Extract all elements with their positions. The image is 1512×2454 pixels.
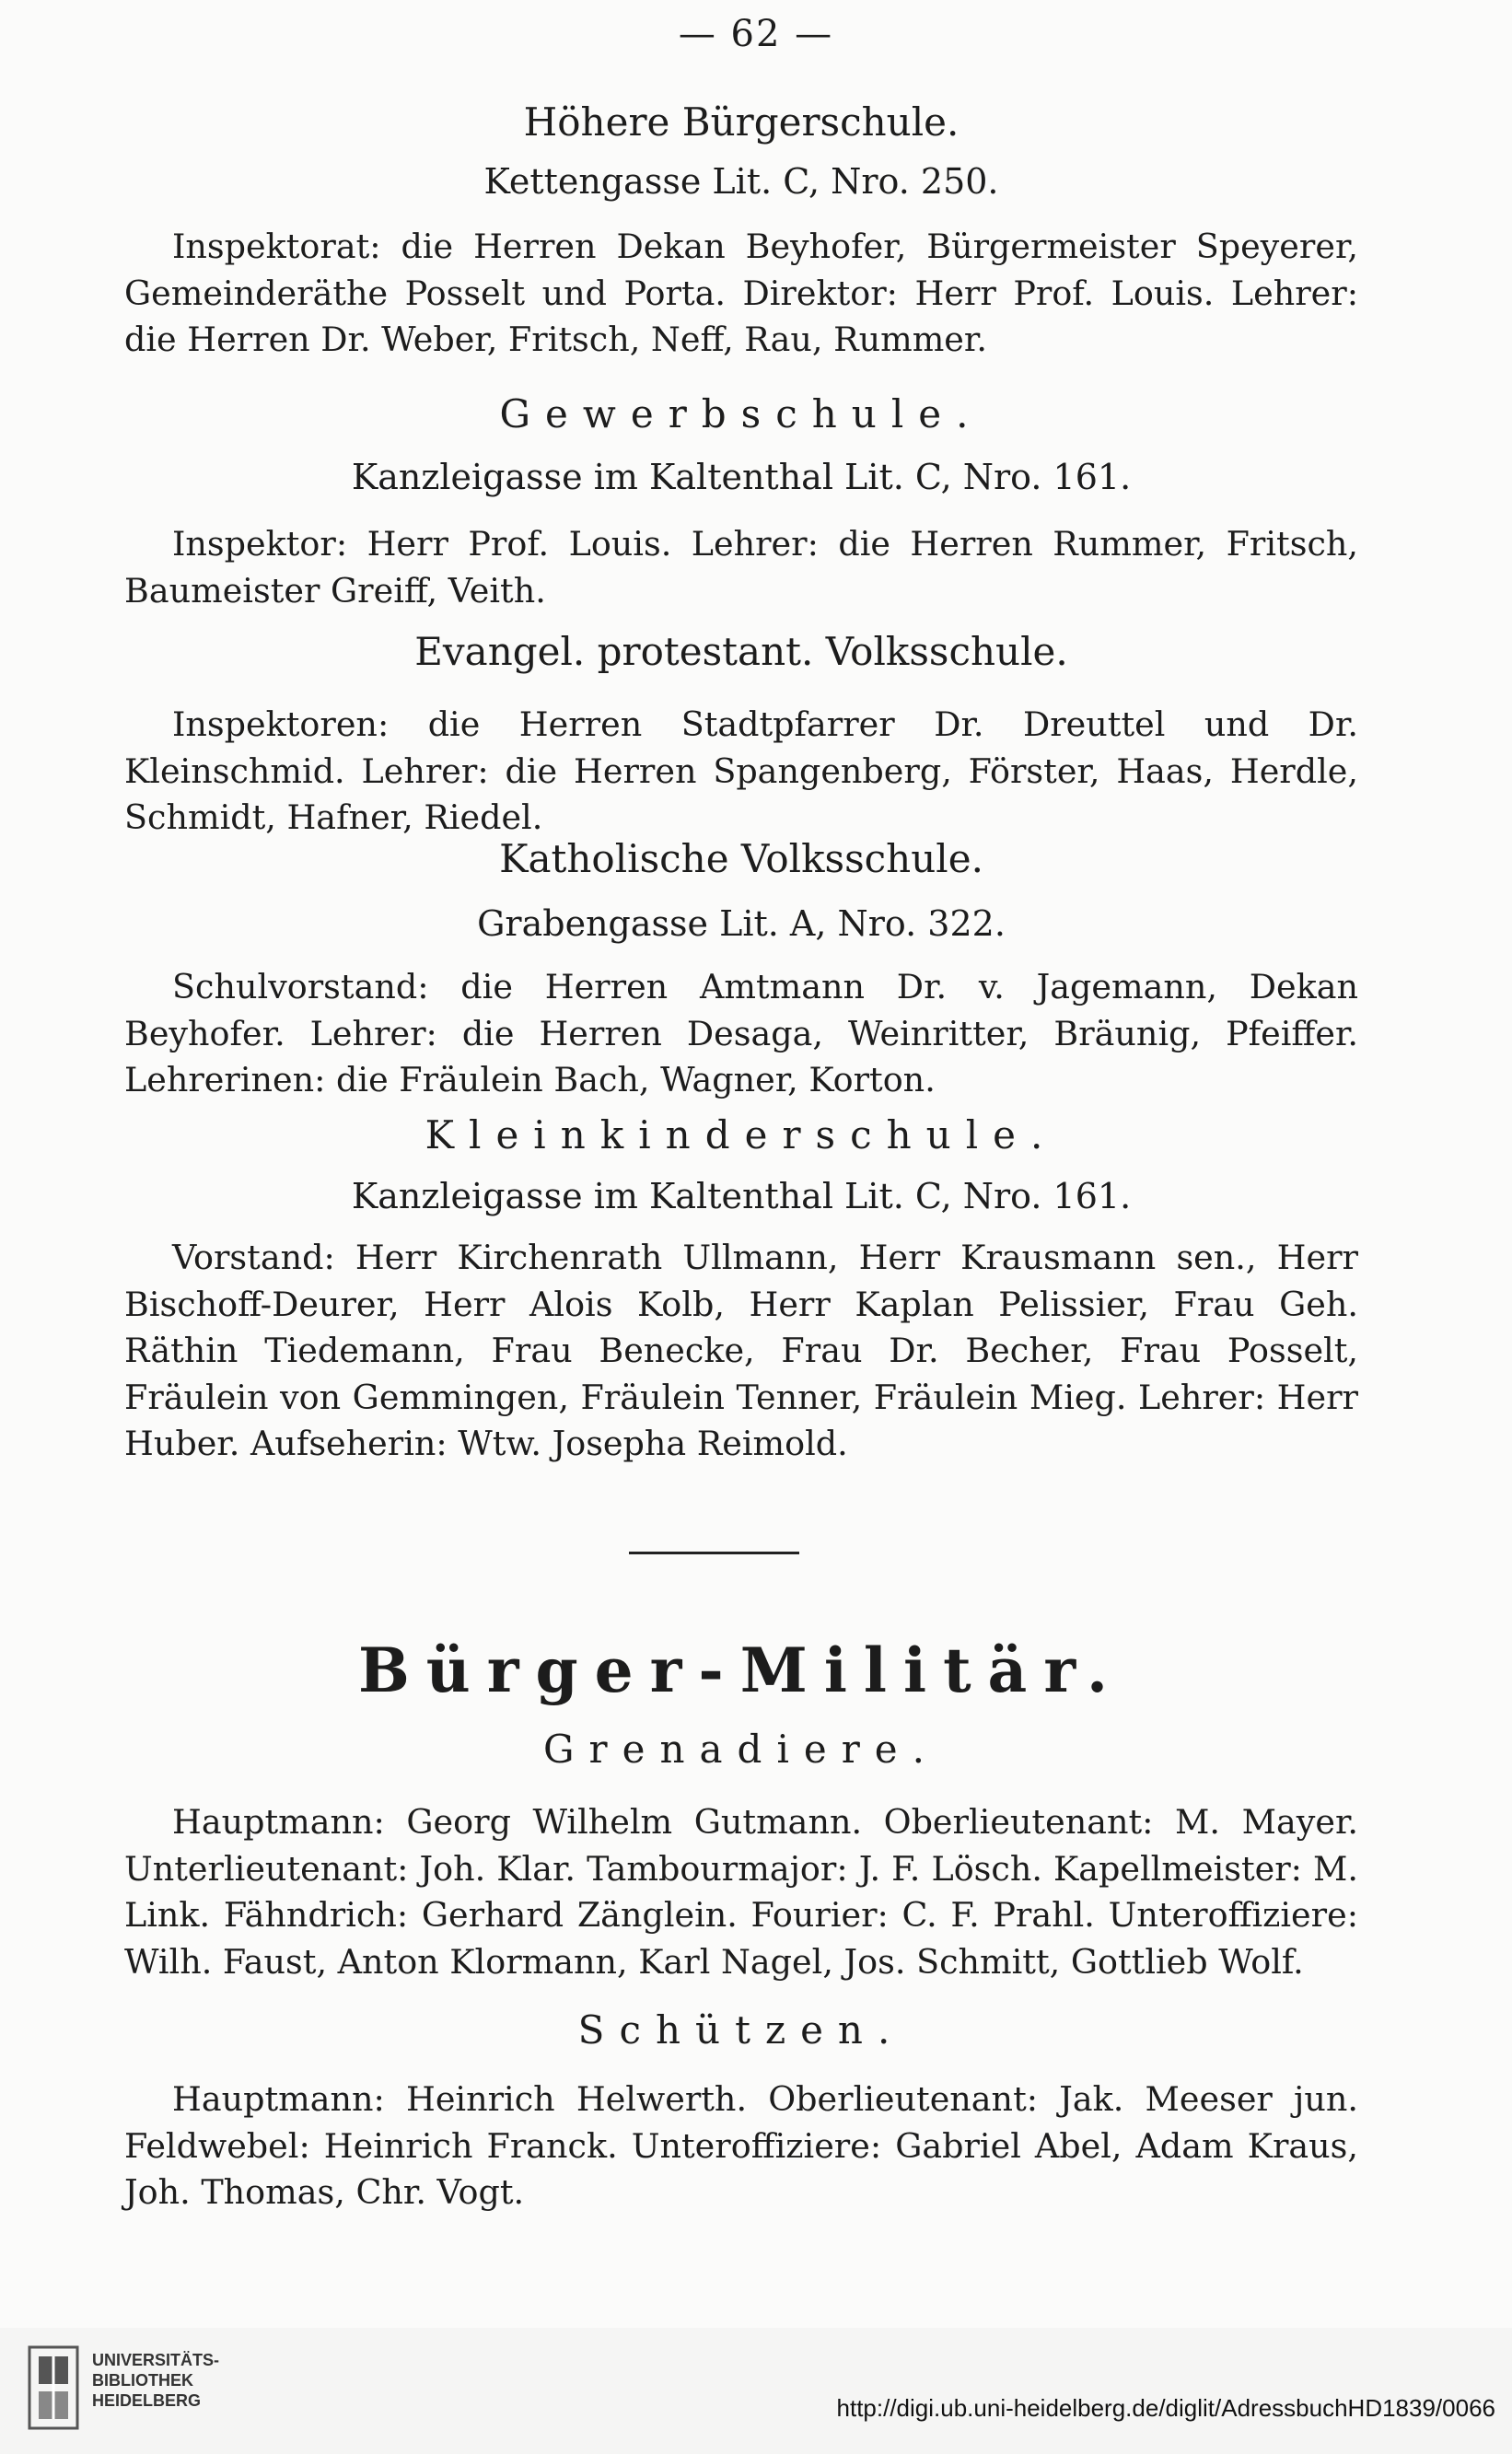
section-kleinkinderschule (124, 1112, 1358, 1468)
section-text: Vorstand: Herr Kirchenrath Ullmann, Herr Krausmann sen., Herr Bischoff-Deurer, Herr Alois Kolb, Herr Kaplan Pelissier, Frau Geh. Räthin Tiedemann, Frau Benecke, Frau Dr. Becher, Frau Posselt, Fräulein von Gemmingen, Fräulein Tenner, Fräulein Mieg. Lehrer: Herr Huber. Aufseherin: Wtw. Josepha Reimold. (124, 1238, 1358, 1463)
section-address: Kanzleigasse im Kaltenthal Lit. C, Nro. 161. (351, 1176, 1132, 1216)
library-name-line: BIBLIOTHEK (92, 2371, 193, 2390)
section-katholische-volksschule (124, 836, 1358, 1104)
source-url-link[interactable]: http://digi.ub.uni-heidelberg.de/diglit/AdressbuchHD1839/0066 (836, 2394, 1495, 2422)
section-divider (629, 1552, 799, 1554)
unit-text: Hauptmann: Heinrich Helwerth. Oberlieutenant: Jak. Meeser jun. Feldwebel: Heinrich Franck. Unteroffiziere: Gabriel Abel, Adam Kraus, Joh. Thomas, Chr. Vogt. (124, 2079, 1358, 2212)
unit-heading: Grenadiere. (542, 1727, 940, 1772)
page-number: — 62 — (678, 13, 834, 55)
section-buerger-militaer (124, 1634, 1358, 2216)
library-name-line: UNIVERSITÄTS- (92, 2351, 220, 2369)
section-text: Schulvorstand: die Herren Amtmann Dr. v. Jagemann, Dekan Beyhofer. Lehrer: die Herren Desaga, Weinritter, Bräunig, Pfeiffer. Lehrerinen: die Fräulein Bach, Wagner, Korton. (124, 967, 1358, 1099)
unit-schuetzen (124, 2007, 1358, 2216)
library-name-line: HEIDELBERG (92, 2391, 202, 2410)
section-heading: Höhere Bürgerschule. (523, 99, 960, 145)
section-text: Inspektorat: die Herren Dekan Beyhofer, Bürgermeister Speyerer, Gemeinderäthe Posselt und Porta. Direktor: Herr Prof. Louis. Lehrer: die Herren Dr. Weber, Fritsch, Neff, Rau, Rummer. (124, 227, 1358, 359)
unit-heading: Schützen. (577, 2007, 905, 2053)
university-seal-icon (26, 2344, 81, 2432)
section-hoehere-buergerschule (124, 99, 1358, 364)
section-heading: Katholische Volksschule. (499, 836, 983, 881)
section-heading: Gewerbschule. (499, 391, 983, 436)
section-heading: Evangel. protestant. Volksschule. (414, 629, 1068, 674)
section-text: Inspektoren: die Herren Stadtpfarrer Dr. Dreuttel und Dr. Kleinschmid. Lehrer: die Herren Spangenberg, Förster, Haas, Herdle, Schmidt, Hafner, Riedel. (124, 704, 1358, 837)
unit-text: Hauptmann: Georg Wilhelm Gutmann. Oberlieutenant: M. Mayer. Unterlieutenant: Joh. Klar. Tambourmajor: J. F. Lösch. Kapellmeister: M. Link. Fähndrich: Gerhard Zänglein. Fourier: C. F. Prahl. Unteroffiziere: Wilh. Faust, Anton Klormann, Karl Nagel, Jos. Schmitt, Gottlieb Wolf. (124, 1802, 1358, 1982)
section-address: Grabengasse Lit. A, Nro. 322. (477, 903, 1006, 944)
section-address: Kanzleigasse im Kaltenthal Lit. C, Nro. 161. (351, 457, 1132, 497)
library-name (92, 2350, 219, 2411)
military-title: Bürger-Militär. (357, 1634, 1125, 1706)
section-heading: Kleinkinderschule. (425, 1112, 1058, 1157)
section-gewerbschule (124, 391, 1358, 614)
footer-bar (0, 2328, 1512, 2454)
section-address: Kettengasse Lit. C, Nro. 250. (483, 161, 999, 202)
section-evangel-volksschule (124, 629, 1358, 842)
section-text: Inspektor: Herr Prof. Louis. Lehrer: die Herren Rummer, Fritsch, Baumeister Greiff, Veith. (124, 524, 1358, 611)
unit-grenadiere (124, 1727, 1358, 1985)
